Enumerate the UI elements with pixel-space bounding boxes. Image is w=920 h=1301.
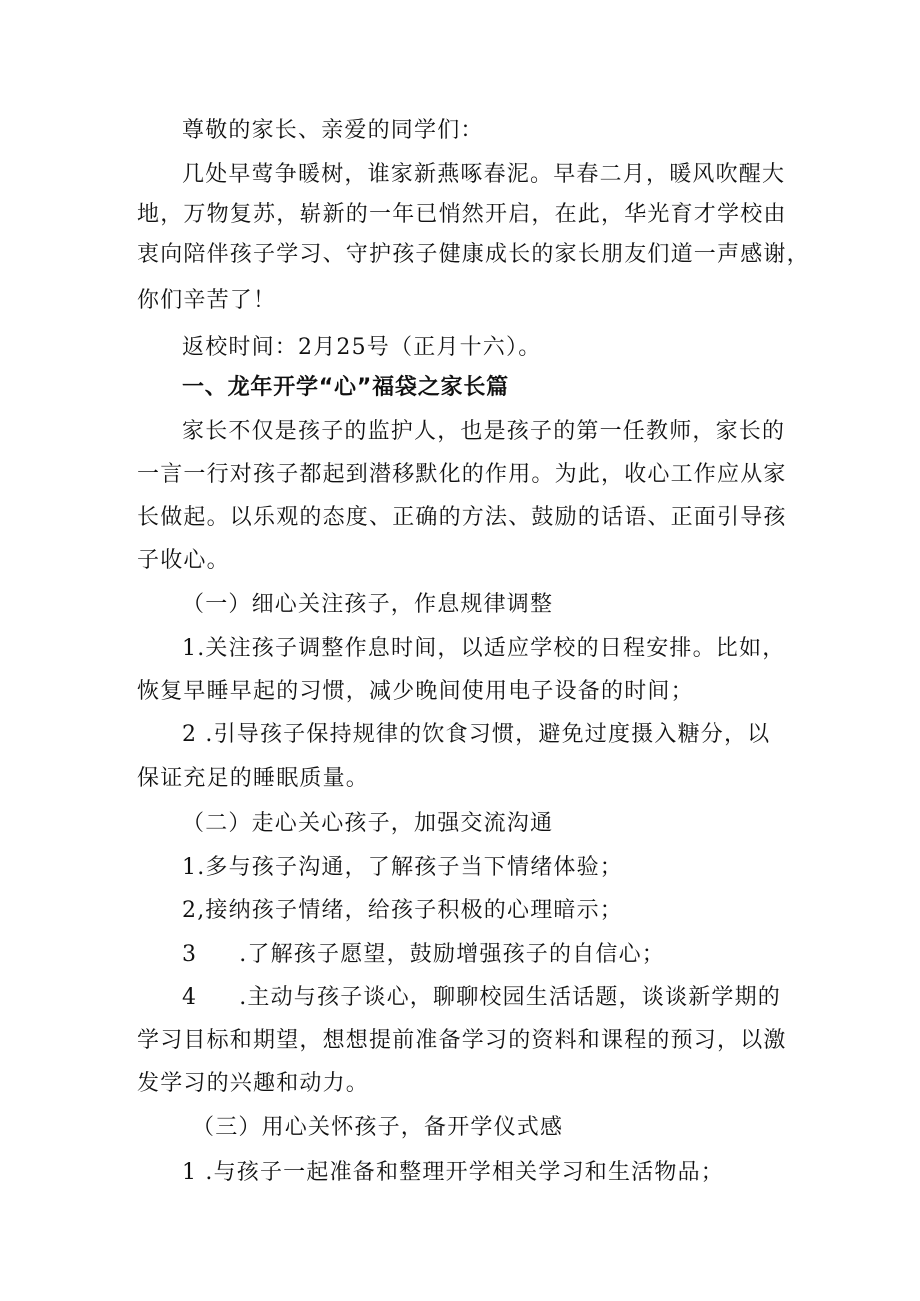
- intro-line-2: 地，万物复苏，崭新的一年已悄然开启，在此，华光育才学校由: [137, 202, 787, 227]
- subsection-1-item-1-line-1: 1.关注孩子调整作息时间，以适应学校的日程安排。比如，: [182, 636, 786, 661]
- subsection-2-item-2: 2,接纳孩子情绪，给孩子积极的心理暗示；: [182, 898, 623, 923]
- greeting: 尊敬的家长、亲爱的同学们：: [182, 118, 484, 143]
- intro-line-1: 几处早莺争暖树，谁家新燕啄春泥。早春二月，暖风吹醒大: [182, 162, 786, 187]
- subsection-1-item-2-line-2: 保证充足的睡眠质量。: [137, 766, 370, 791]
- intro-line-4: 你们辛苦了！: [137, 288, 277, 313]
- item-4-number: 4: [182, 985, 198, 1010]
- subsection-3-item-1: 1 .与孩子一起准备和整理开学相关学习和生活物品；: [182, 1160, 724, 1185]
- item-3-number: 3: [182, 942, 198, 967]
- section-1-title: 一、龙年开学“心”福袋之家长篇: [182, 375, 509, 400]
- subsection-2-item-4-line-3: 发学习的兴趣和动力。: [137, 1071, 370, 1096]
- subsection-3-title: （三）用心关怀孩子，备开学仪式感: [192, 1115, 564, 1140]
- section-1-intro-line-4: 子收心。: [137, 548, 230, 573]
- subsection-2-item-4-line-2: 学习目标和期望，想想提前准备学习的资料和课程的预习，以激: [137, 1028, 787, 1053]
- subsection-2-item-3: [182, 940, 665, 970]
- subsection-2-title: （二）走心关心孩子，加强交流沟通: [182, 811, 554, 836]
- subsection-1-title: （一）细心关注孩子，作息规律调整: [182, 592, 554, 617]
- section-1-intro-line-2: 一言一行对孩子都起到潜移默化的作用。为此，收心工作应从家: [137, 462, 787, 487]
- subsection-1-item-2-line-1: 2 .引导孩子保持规律的饮食习惯，避免过度摄入糖分，以: [182, 722, 771, 747]
- return-date: 返校时间：2月25号（正月十六）。: [182, 335, 542, 360]
- subsection-2-item-1: 1.多与孩子沟通，了解孩子当下情绪体验；: [182, 855, 623, 880]
- intro-line-3: 衷向陪伴孩子学习、守护孩子健康成长的家长朋友们道一声感谢，: [137, 242, 810, 267]
- section-1-intro-line-3: 长做起。以乐观的态度、正确的方法、鼓励的话语、正面引导孩: [137, 505, 787, 530]
- subsection-1-item-1-line-2: 恢复早睡早起的习惯，减少晚间使用电子设备的时间；: [137, 679, 694, 704]
- item-4-text: .主动与孩子谈心，聊聊校园生活话题，谈谈新学期的: [239, 985, 781, 1010]
- subsection-2-item-4: [182, 983, 781, 1013]
- item-3-text: .了解孩子愿望，鼓励增强孩子的自信心；: [239, 942, 665, 967]
- section-1-intro-line-1: 家长不仅是孩子的监护人，也是孩子的第一任教师，家长的: [182, 419, 786, 444]
